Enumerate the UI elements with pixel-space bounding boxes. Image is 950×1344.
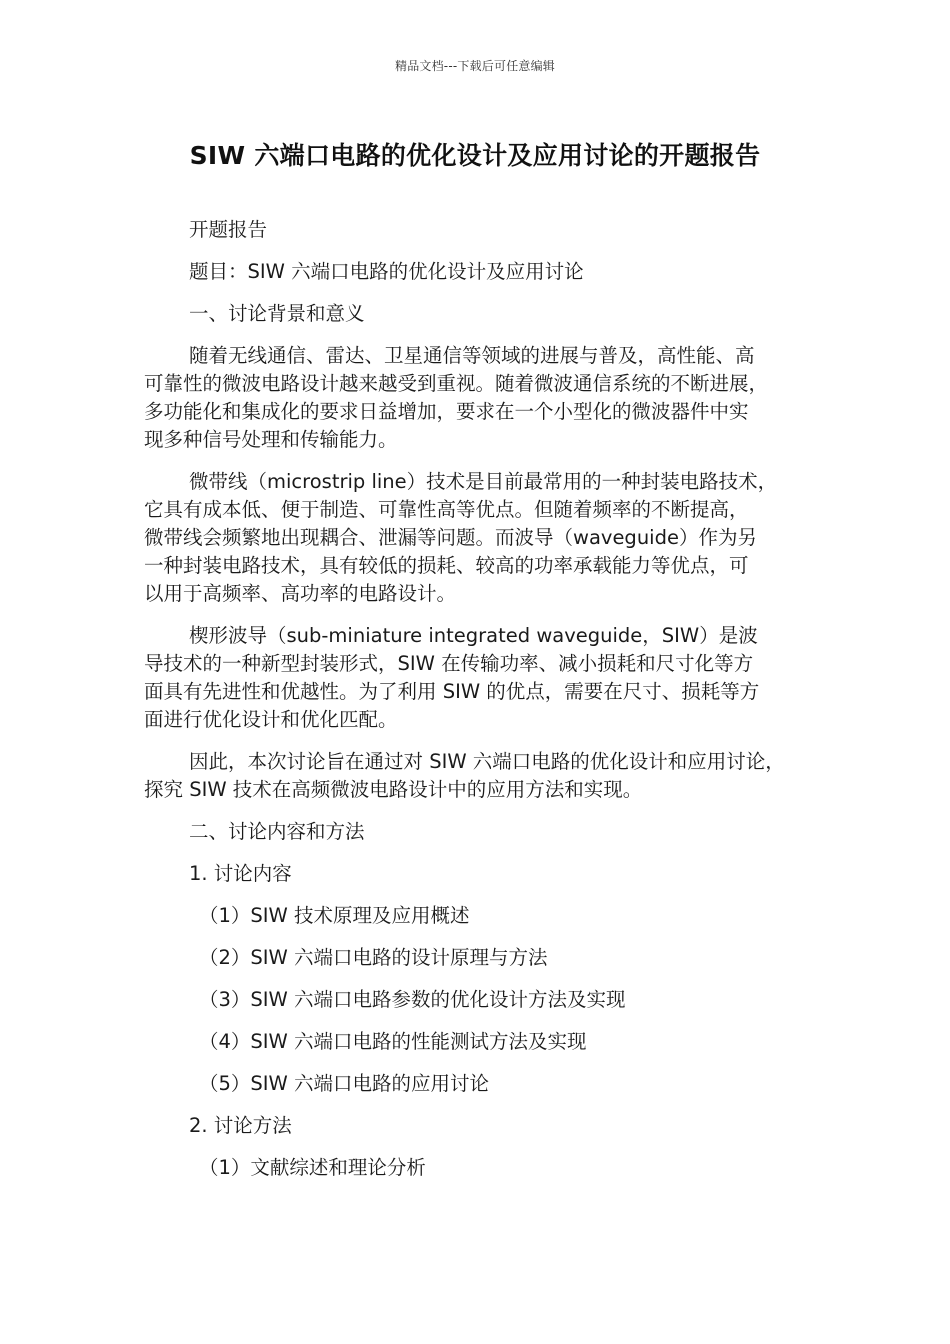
document-title: SIW 六端口电路的优化设计及应用讨论的开题报告 (189, 141, 761, 170)
paragraph-line: 一种封装电路技术，具有较低的损耗、较高的功率承载能力等优点，可 (144, 554, 749, 577)
subsection-heading-content: 1. 讨论内容 (189, 862, 292, 885)
document-body (144, 216, 808, 1196)
paragraph-line: 因此，本次讨论旨在通过对 SIW 六端口电路的优化设计和应用讨论， (189, 750, 785, 773)
paragraph-line: 以用于高频率、高功率的电路设计。 (144, 582, 457, 605)
list-item: （1）文献综述和理论分析 (199, 1156, 426, 1179)
section-heading-background: 一、讨论背景和意义 (189, 302, 365, 325)
list-item: （5）SIW 六端口电路的应用讨论 (199, 1072, 490, 1095)
paragraph-line: 导技术的一种新型封装形式，SIW 在传输功率、减小损耗和尺寸化等方 (144, 652, 754, 675)
paragraph-line: 现多种信号处理和传输能力。 (144, 428, 398, 451)
paragraph-line: 面具有先进性和优越性。为了利用 SIW 的优点，需要在尺寸、损耗等方 (144, 680, 760, 703)
paragraph-line: 微带线会频繁地出现耦合、泄漏等问题。而波导（waveguide）作为另 (144, 526, 757, 549)
paragraph-line: 可靠性的微波电路设计越来越受到重视。随着微波通信系统的不断进展， (144, 372, 769, 395)
page-header: 精品文档---下载后可任意编辑 (395, 59, 555, 73)
list-item: （4）SIW 六端口电路的性能测试方法及实现 (199, 1030, 587, 1053)
paragraph-background-2 (144, 468, 808, 608)
list-item: （2）SIW 六端口电路的设计原理与方法 (199, 946, 548, 969)
paragraph-line: 多功能化和集成化的要求日益增加，要求在一个小型化的微波器件中实 (144, 400, 749, 423)
subsection-heading-method: 2. 讨论方法 (189, 1114, 292, 1137)
paragraph-line: 微带线（microstrip line）技术是目前最常用的一种封装电路技术， (189, 470, 778, 493)
report-label: 开题报告 (189, 218, 268, 241)
paragraph-line: 楔形波导（sub-miniature integrated waveguide，SIW）是波 (189, 624, 758, 647)
paragraph-background-1 (144, 342, 808, 454)
list-item: （3）SIW 六端口电路参数的优化设计方法及实现 (199, 988, 626, 1011)
paragraph-background-4 (144, 748, 808, 804)
report-topic: 题目：SIW 六端口电路的优化设计及应用讨论 (189, 260, 584, 283)
paragraph-background-3 (144, 622, 808, 734)
list-item: （1）SIW 技术原理及应用概述 (199, 904, 470, 927)
section-heading-content-method: 二、讨论内容和方法 (189, 820, 365, 843)
paragraph-line: 面进行优化设计和优化匹配。 (144, 708, 398, 731)
paragraph-line: 探究 SIW 技术在高频微波电路设计中的应用方法和实现。 (144, 778, 643, 801)
paragraph-line: 它具有成本低、便于制造、可靠性高等优点。但随着频率的不断提高， (144, 498, 749, 521)
paragraph-line: 随着无线通信、雷达、卫星通信等领域的进展与普及，高性能、高 (189, 344, 755, 367)
